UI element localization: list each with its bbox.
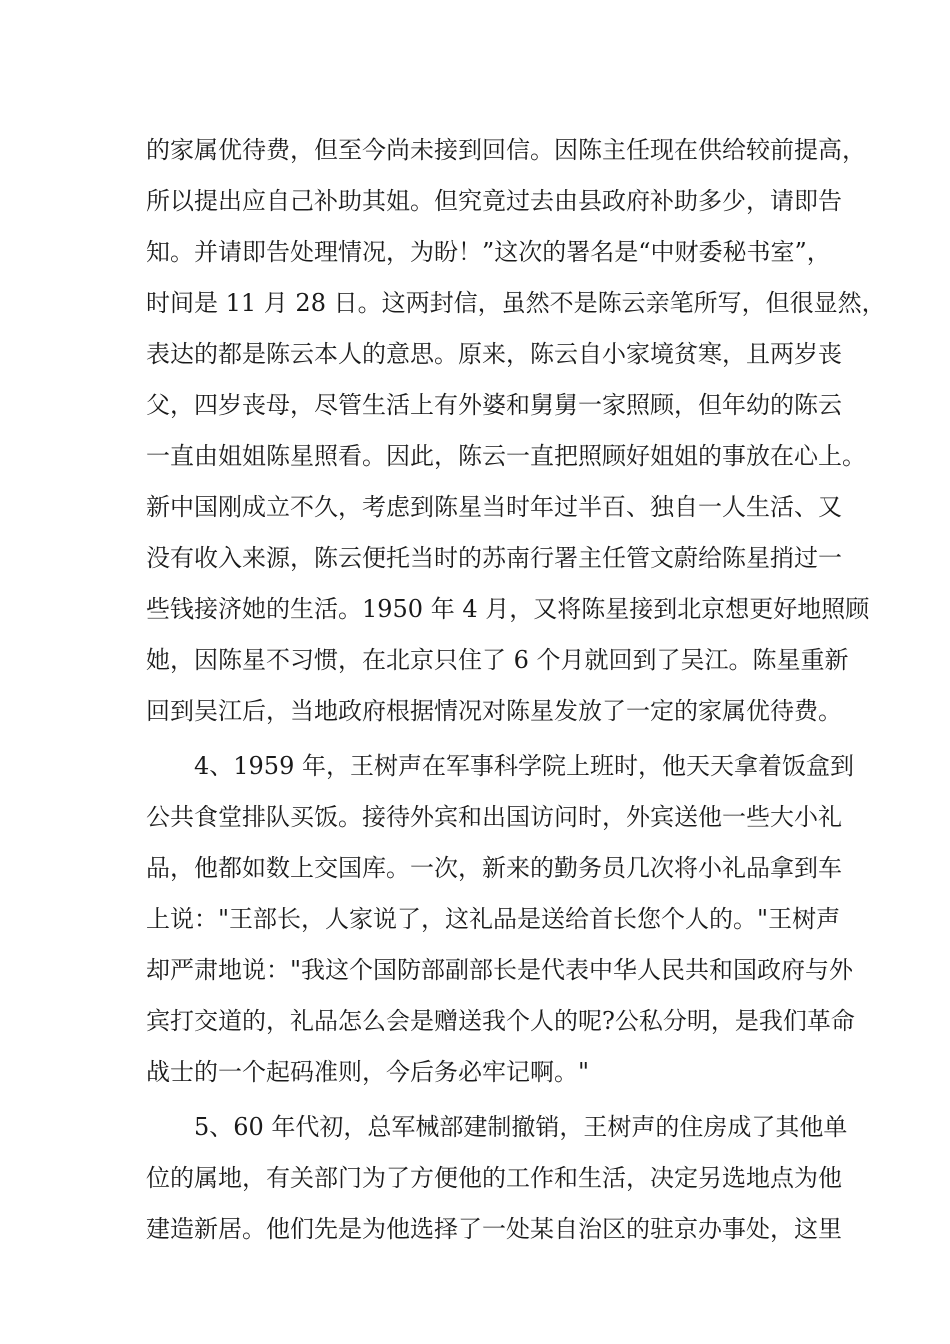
text-line: 公共食堂排队买饭。接待外宾和出国访问时，外宾送他一些大小礼 <box>146 803 842 831</box>
text-line: 父，四岁丧母，尽管生活上有外婆和舅舅一家照顾，但年幼的陈云 <box>146 391 842 419</box>
text-line: 没有收入来源，陈云便托当时的苏南行署主任管文蔚给陈星捎过一 <box>146 544 842 572</box>
text-line: 回到吴江后，当地政府根据情况对陈星发放了一定的家属优待费。 <box>146 697 842 725</box>
text-line: 位的属地，有关部门为了方便他的工作和生活，决定另选地点为他 <box>146 1164 842 1192</box>
text-line: 建造新居。他们先是为他选择了一处某自治区的驻京办事处，这里 <box>146 1215 842 1243</box>
text-line: 时间是 11 月 28 日。这两封信，虽然不是陈云亲笔所写，但很显然， <box>146 289 886 317</box>
text-line: 5、60 年代初，总军械部建制撤销，王树声的住房成了其他单 <box>194 1113 848 1141</box>
text-line: 所以提出应自己补助其姐。但究竟过去由县政府补助多少，请即告 <box>146 187 842 215</box>
text-line: 宾打交道的，礼品怎么会是赠送我个人的呢?公私分明，是我们革命 <box>146 1007 855 1035</box>
text-line: 一直由姐姐陈星照看。因此，陈云一直把照顾好姐姐的事放在心上。 <box>146 442 866 470</box>
text-line: 新中国刚成立不久，考虑到陈星当时年过半百、独自一人生活、又 <box>146 493 842 521</box>
text-line: 却严肃地说："我这个国防部副部长是代表中华人民共和国政府与外 <box>146 956 854 984</box>
text-line: 4、1959 年，王树声在军事科学院上班时，他天天拿着饭盒到 <box>194 752 854 780</box>
text-line: 上说："王部长，人家说了，这礼品是送给首长您个人的。"王树声 <box>146 905 841 933</box>
text-line: 品，他都如数上交国库。一次，新来的勤务员几次将小礼品拿到车 <box>146 854 842 882</box>
text-line: 表达的都是陈云本人的意思。原来，陈云自小家境贫寒，且两岁丧 <box>146 340 842 368</box>
text-line: 她，因陈星不习惯，在北京只住了 6 个月就回到了吴江。陈星重新 <box>146 646 849 674</box>
text-line: 战士的一个起码准则，今后务必牢记啊。" <box>146 1058 590 1086</box>
text-line: 些钱接济她的生活。1950 年 4 月，又将陈星接到北京想更好地照顾 <box>146 595 870 623</box>
text-line: 知。并请即告处理情况，为盼！”这次的署名是“中财委秘书室”， <box>146 238 831 266</box>
text-line: 的家属优待费，但至今尚未接到回信。因陈主任现在供给较前提高， <box>146 136 866 164</box>
